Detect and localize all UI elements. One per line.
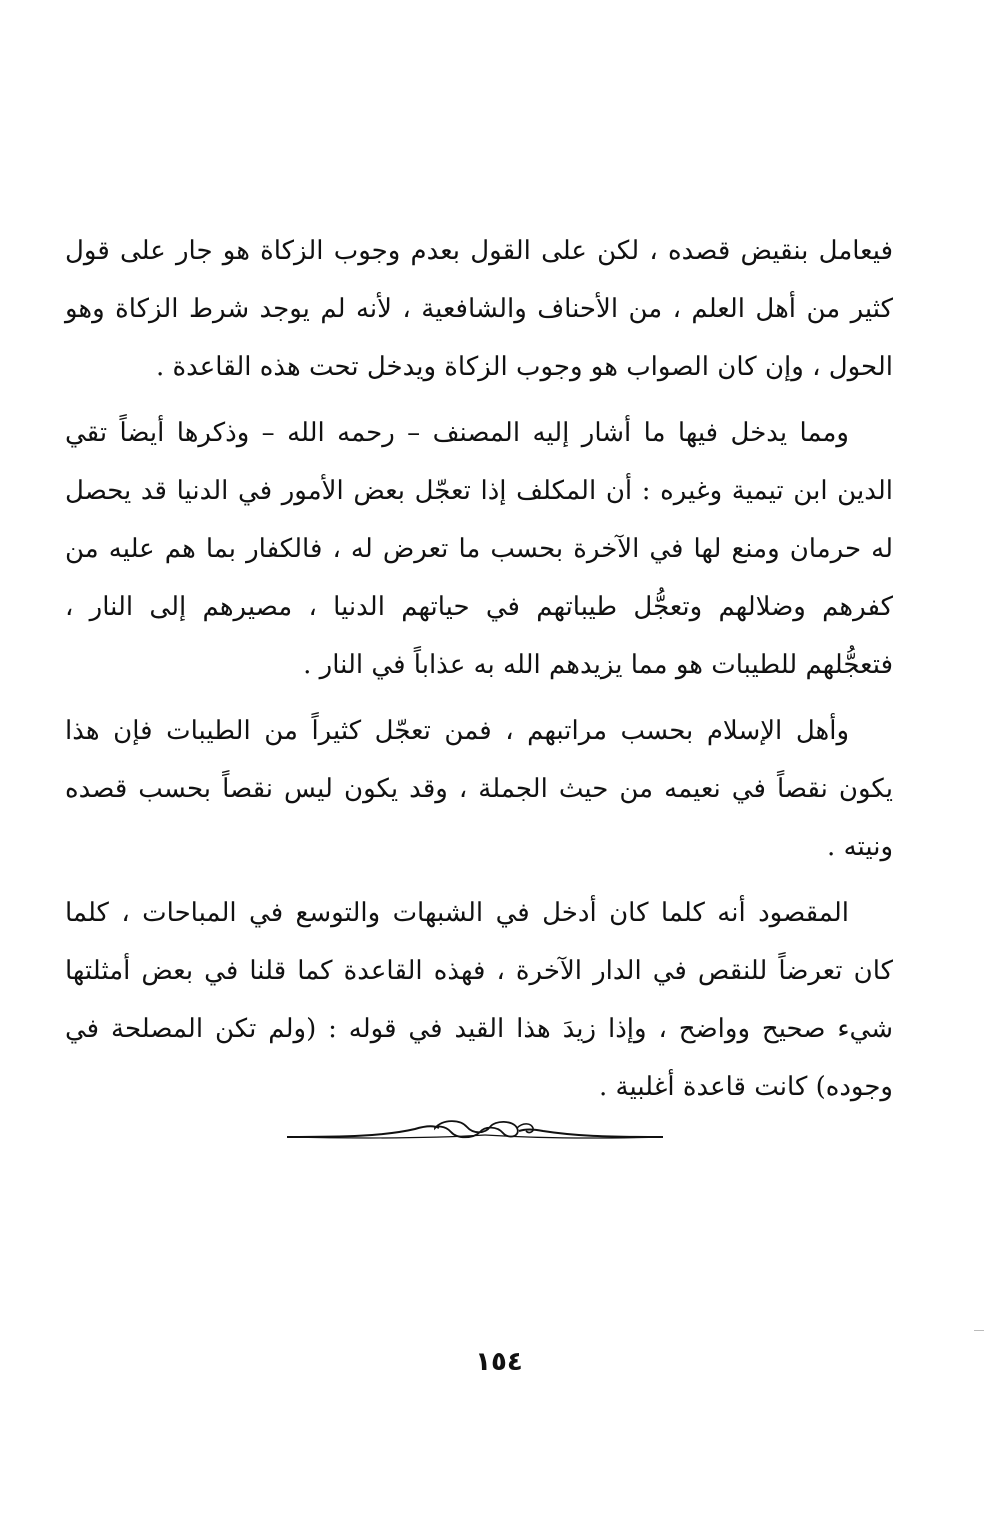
- paragraph-2: ومما يدخل فيها ما أشار إليه المصنف – رحمه الله – وذكرها أيضاً تقي الدين ابن تيمية وغيره : أن المكلف إذا تعجّل بعض الأمور في الدنيا قد يحصل له حرمان ومنع لها في الآخرة بحسب ما تعرض له ، فالكفار بما هم عليه من كفرهم وضلالهم وتعجُّل طيباتهم في حياتهم الدنيا ، مصيرهم إلى النار ، فتعجُّلهم للطيبات هو مما يزيدهم الله به عذاباً في النار .: [65, 418, 893, 680]
- paragraph-1: فيعامل بنقيض قصده ، لكن على القول بعدم وجوب الزكاة هو جار على قول كثير من أهل العلم ، من الأحناف والشافعية ، لأنه لم يوجد شرط الزكاة وهو الحول ، وإن كان الصواب هو وجوب الزكاة ويدخل تحت هذه القاعدة .: [65, 236, 893, 382]
- ornamental-divider-icon: [285, 1116, 665, 1152]
- scan-edge-mark: [974, 1330, 984, 1331]
- paragraph-3: وأهل الإسلام بحسب مراتبهم ، فمن تعجّل كثيراً من الطيبات فإن هذا يكون نقصاً في نعيمه من حيث الجملة ، وقد يكون ليس نقصاً بحسب قصده ونيته .: [65, 716, 893, 862]
- body-text: [65, 222, 893, 1116]
- paragraph-4: المقصود أنه كلما كان أدخل في الشبهات والتوسع في المباحات ، كلما كان تعرضاً للنقص في الدار الآخرة ، فهذه القاعدة كما قلنا في بعض أمثلتها شيء صحيح وواضح ، وإذا زيدَ هذا القيد في قوله : (ولم تكن المصلحة في وجوده) كانت قاعدة أغلبية .: [65, 898, 893, 1102]
- page-number: ١٥٤: [475, 1347, 523, 1377]
